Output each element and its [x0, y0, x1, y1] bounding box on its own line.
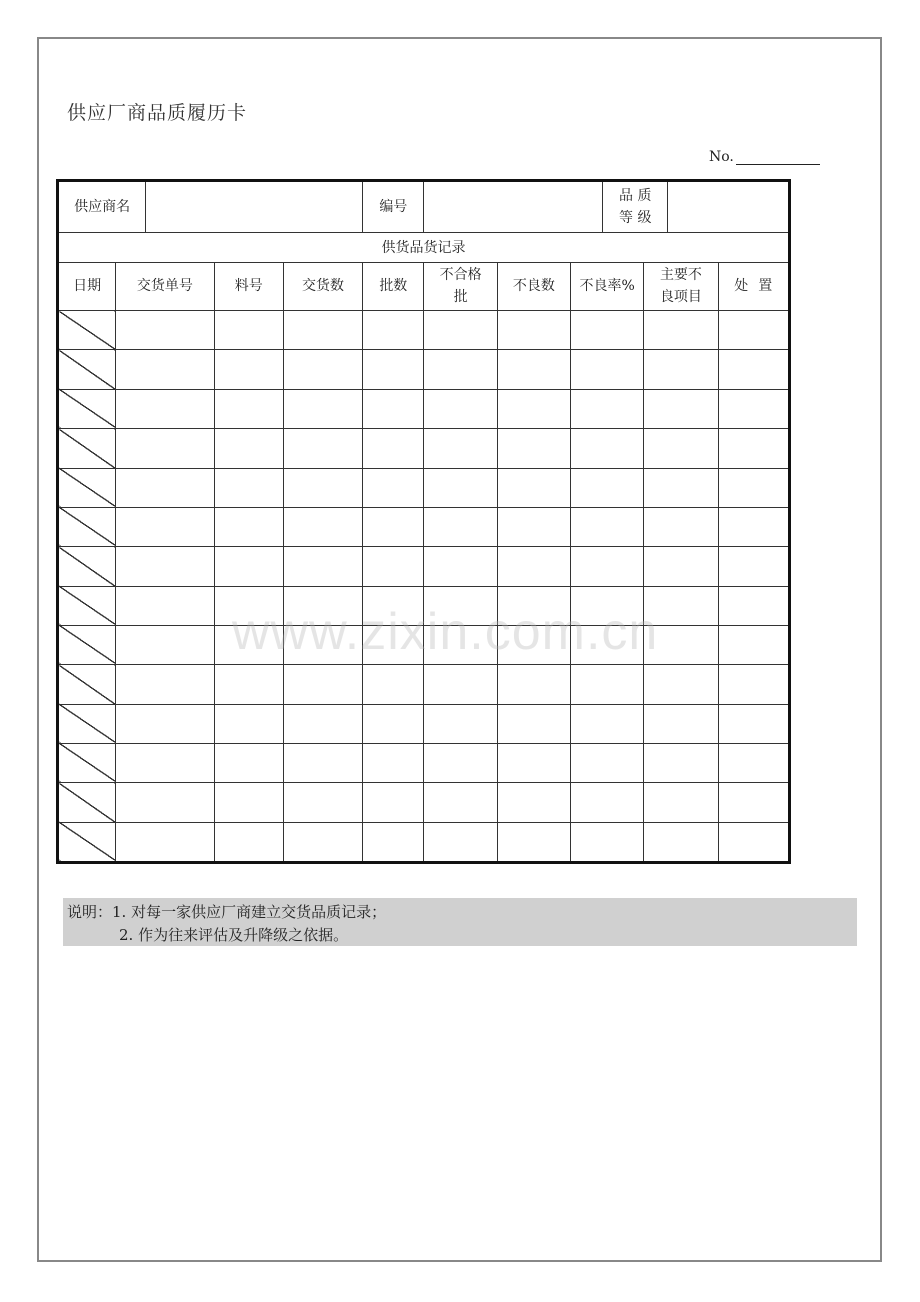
cell-lot-qty[interactable]: [363, 822, 424, 862]
cell-part-no[interactable]: [214, 743, 283, 782]
cell-defect-qty[interactable]: [497, 704, 570, 743]
cell-disposition[interactable]: [718, 743, 789, 782]
cell-delivery-qty[interactable]: [283, 625, 362, 664]
page-title: 供应厂商品质履历卡: [67, 102, 248, 124]
cell-main-defect[interactable]: [644, 350, 718, 389]
cell-disposition[interactable]: [718, 586, 789, 625]
cell-defect-qty[interactable]: [497, 389, 570, 428]
supplier-name-label: 供应商名: [58, 181, 146, 233]
cell-reject-lots[interactable]: [424, 743, 497, 782]
cell-defect-rate[interactable]: [571, 625, 644, 664]
col-main-defect-line1: 主要不: [659, 267, 702, 284]
watermark: www.zixin.com.cn: [232, 603, 659, 661]
col-defect-rate: 不良率%: [571, 262, 644, 310]
cell-defect-qty[interactable]: [497, 507, 570, 546]
cell-delivery-no[interactable]: [116, 625, 214, 664]
cell-defect-qty[interactable]: [497, 311, 570, 350]
col-defect-qty: 不良数: [497, 262, 570, 310]
cell-main-defect[interactable]: [644, 468, 718, 507]
cell-part-no[interactable]: [214, 822, 283, 862]
cell-date[interactable]: [58, 822, 116, 862]
cell-main-defect[interactable]: [644, 311, 718, 350]
cell-main-defect[interactable]: [644, 389, 718, 428]
record-number-label: No.: [709, 149, 734, 165]
supplier-name-field[interactable]: [146, 181, 363, 233]
cell-defect-rate[interactable]: [571, 704, 644, 743]
col-part-no: 料号: [214, 262, 283, 310]
cell-delivery-no[interactable]: [116, 350, 214, 389]
col-date: 日期: [58, 262, 116, 310]
cell-delivery-qty[interactable]: [283, 350, 362, 389]
cell-disposition[interactable]: [718, 783, 789, 822]
cell-delivery-no[interactable]: [116, 822, 214, 862]
section-row: [58, 233, 790, 262]
cell-main-defect[interactable]: [644, 547, 718, 586]
col-delivery-no: 交货单号: [116, 262, 214, 310]
cell-date[interactable]: [58, 665, 116, 704]
cell-defect-rate[interactable]: [571, 822, 644, 862]
cell-lot-qty[interactable]: [363, 625, 424, 664]
cell-reject-lots[interactable]: [424, 429, 497, 468]
col-main-defect: [644, 262, 718, 310]
cell-reject-lots[interactable]: [424, 704, 497, 743]
cell-delivery-no[interactable]: [116, 311, 214, 350]
cell-date[interactable]: [58, 389, 116, 428]
cell-delivery-no[interactable]: [116, 586, 214, 625]
cell-date[interactable]: [58, 311, 116, 350]
cell-date[interactable]: [58, 429, 116, 468]
cell-delivery-no[interactable]: [116, 429, 214, 468]
cell-defect-qty[interactable]: [497, 468, 570, 507]
table-row: [58, 586, 790, 625]
table-row: [58, 350, 790, 389]
cell-defect-qty[interactable]: [497, 586, 570, 625]
cell-reject-lots[interactable]: [424, 468, 497, 507]
quality-grade-field[interactable]: [668, 181, 790, 233]
cell-defect-rate[interactable]: [571, 311, 644, 350]
cell-lot-qty[interactable]: [363, 547, 424, 586]
cell-date[interactable]: [58, 547, 116, 586]
cell-lot-qty[interactable]: [363, 783, 424, 822]
cell-delivery-no[interactable]: [116, 468, 214, 507]
cell-lot-qty[interactable]: [363, 665, 424, 704]
cell-defect-rate[interactable]: [571, 586, 644, 625]
cell-delivery-qty[interactable]: [283, 311, 362, 350]
supplier-header-row: [58, 181, 790, 233]
col-disposition-label: 处置: [734, 278, 783, 295]
quality-grade-label-line1: 品 质: [619, 188, 652, 205]
cell-disposition[interactable]: [718, 625, 789, 664]
cell-delivery-qty[interactable]: [283, 822, 362, 862]
table-row: [58, 429, 790, 468]
cell-reject-lots[interactable]: [424, 547, 497, 586]
cell-defect-qty[interactable]: [497, 783, 570, 822]
cell-defect-qty[interactable]: [497, 822, 570, 862]
cell-lot-qty[interactable]: [363, 468, 424, 507]
col-disposition: [718, 262, 789, 310]
note-line-2: 2. 作为往来评估及升降级之依据。: [119, 926, 349, 944]
cell-delivery-qty[interactable]: [283, 783, 362, 822]
table-row: [58, 743, 790, 782]
cell-delivery-qty[interactable]: [283, 429, 362, 468]
cell-date[interactable]: [58, 507, 116, 546]
cell-defect-qty[interactable]: [497, 429, 570, 468]
cell-reject-lots[interactable]: [424, 389, 497, 428]
cell-reject-lots[interactable]: [424, 350, 497, 389]
cell-part-no[interactable]: [214, 311, 283, 350]
cell-main-defect[interactable]: [644, 507, 718, 546]
column-header-row: [58, 262, 790, 310]
cell-part-no[interactable]: [214, 547, 283, 586]
cell-reject-lots[interactable]: [424, 625, 497, 664]
cell-reject-lots[interactable]: [424, 586, 497, 625]
cell-defect-rate[interactable]: [571, 547, 644, 586]
quality-grade-label-line2: 等 级: [619, 210, 652, 227]
cell-part-no[interactable]: [214, 468, 283, 507]
cell-delivery-qty[interactable]: [283, 507, 362, 546]
table-row: [58, 783, 790, 822]
cell-delivery-no[interactable]: [116, 665, 214, 704]
table-row: [58, 547, 790, 586]
cell-part-no[interactable]: [214, 586, 283, 625]
cell-disposition[interactable]: [718, 547, 789, 586]
cell-main-defect[interactable]: [644, 822, 718, 862]
notes-box: [63, 898, 857, 946]
cell-part-no[interactable]: [214, 350, 283, 389]
cell-delivery-no[interactable]: [116, 389, 214, 428]
cell-lot-qty[interactable]: [363, 429, 424, 468]
cell-delivery-qty[interactable]: [283, 743, 362, 782]
cell-defect-rate[interactable]: [571, 389, 644, 428]
supplier-number-label: 编号: [363, 181, 424, 233]
cell-part-no[interactable]: [214, 665, 283, 704]
quality-grade-label: [603, 181, 668, 233]
cell-date[interactable]: [58, 625, 116, 664]
cell-defect-rate[interactable]: [571, 665, 644, 704]
cell-lot-qty[interactable]: [363, 704, 424, 743]
cell-delivery-no[interactable]: [116, 507, 214, 546]
cell-main-defect[interactable]: [644, 665, 718, 704]
cell-disposition[interactable]: [718, 822, 789, 862]
cell-delivery-qty[interactable]: [283, 389, 362, 428]
cell-lot-qty[interactable]: [363, 507, 424, 546]
cell-delivery-qty[interactable]: [283, 665, 362, 704]
table-row: [58, 389, 790, 428]
col-reject-line2: 批: [453, 289, 468, 306]
supplier-number-field[interactable]: [424, 181, 603, 233]
cell-main-defect[interactable]: [644, 429, 718, 468]
table-row: [58, 311, 790, 350]
cell-main-defect[interactable]: [644, 625, 718, 664]
cell-disposition[interactable]: [718, 389, 789, 428]
cell-defect-rate[interactable]: [571, 783, 644, 822]
cell-reject-lots[interactable]: [424, 311, 497, 350]
cell-delivery-no[interactable]: [116, 704, 214, 743]
cell-main-defect[interactable]: [644, 704, 718, 743]
table-row: [58, 704, 790, 743]
cell-date[interactable]: [58, 350, 116, 389]
cell-delivery-qty[interactable]: [283, 704, 362, 743]
cell-defect-qty[interactable]: [497, 625, 570, 664]
col-main-defect-line2: 良项目: [659, 289, 702, 306]
cell-lot-qty[interactable]: [363, 389, 424, 428]
table-row: [58, 625, 790, 664]
cell-defect-qty[interactable]: [497, 743, 570, 782]
quality-history-table: [56, 179, 791, 864]
cell-lot-qty[interactable]: [363, 311, 424, 350]
cell-part-no[interactable]: [214, 389, 283, 428]
cell-delivery-no[interactable]: [116, 743, 214, 782]
table-row: [58, 507, 790, 546]
cell-disposition[interactable]: [718, 665, 789, 704]
cell-delivery-qty[interactable]: [283, 586, 362, 625]
cell-part-no[interactable]: [214, 507, 283, 546]
cell-delivery-qty[interactable]: [283, 468, 362, 507]
cell-reject-lots[interactable]: [424, 507, 497, 546]
cell-disposition[interactable]: [718, 704, 789, 743]
cell-date[interactable]: [58, 468, 116, 507]
cell-part-no[interactable]: [214, 429, 283, 468]
cell-disposition[interactable]: [718, 468, 789, 507]
cell-reject-lots[interactable]: [424, 822, 497, 862]
cell-defect-rate[interactable]: [571, 468, 644, 507]
cell-disposition[interactable]: [718, 429, 789, 468]
cell-defect-qty[interactable]: [497, 665, 570, 704]
cell-part-no[interactable]: [214, 783, 283, 822]
cell-defect-rate[interactable]: [571, 350, 644, 389]
cell-main-defect[interactable]: [644, 586, 718, 625]
cell-reject-lots[interactable]: [424, 783, 497, 822]
cell-date[interactable]: [58, 704, 116, 743]
table-row: [58, 468, 790, 507]
cell-defect-rate[interactable]: [571, 507, 644, 546]
section-label: 供货品货记录: [58, 233, 790, 262]
cell-disposition[interactable]: [718, 507, 789, 546]
cell-part-no[interactable]: [214, 704, 283, 743]
cell-disposition[interactable]: [718, 311, 789, 350]
cell-part-no[interactable]: [214, 625, 283, 664]
cell-lot-qty[interactable]: [363, 743, 424, 782]
cell-lot-qty[interactable]: [363, 586, 424, 625]
col-reject-lots: [424, 262, 497, 310]
record-number: [709, 148, 820, 165]
cell-delivery-qty[interactable]: [283, 547, 362, 586]
cell-main-defect[interactable]: [644, 743, 718, 782]
record-rows: [58, 311, 790, 863]
cell-date[interactable]: [58, 586, 116, 625]
table-row: [58, 822, 790, 862]
cell-delivery-no[interactable]: [116, 783, 214, 822]
cell-defect-qty[interactable]: [497, 547, 570, 586]
cell-defect-qty[interactable]: [497, 350, 570, 389]
cell-defect-rate[interactable]: [571, 743, 644, 782]
cell-disposition[interactable]: [718, 350, 789, 389]
cell-reject-lots[interactable]: [424, 665, 497, 704]
cell-date[interactable]: [58, 743, 116, 782]
cell-delivery-no[interactable]: [116, 547, 214, 586]
note-line-1: 说明：1. 对每一家供应厂商建立交货品质记录；: [67, 903, 387, 921]
col-reject-line1: 不合格: [439, 267, 482, 284]
col-delivery-qty: 交货数: [283, 262, 362, 310]
table-row: [58, 665, 790, 704]
record-number-field[interactable]: [736, 148, 820, 165]
cell-date[interactable]: [58, 783, 116, 822]
cell-main-defect[interactable]: [644, 783, 718, 822]
col-lot-qty: 批数: [363, 262, 424, 310]
cell-lot-qty[interactable]: [363, 350, 424, 389]
cell-defect-rate[interactable]: [571, 429, 644, 468]
